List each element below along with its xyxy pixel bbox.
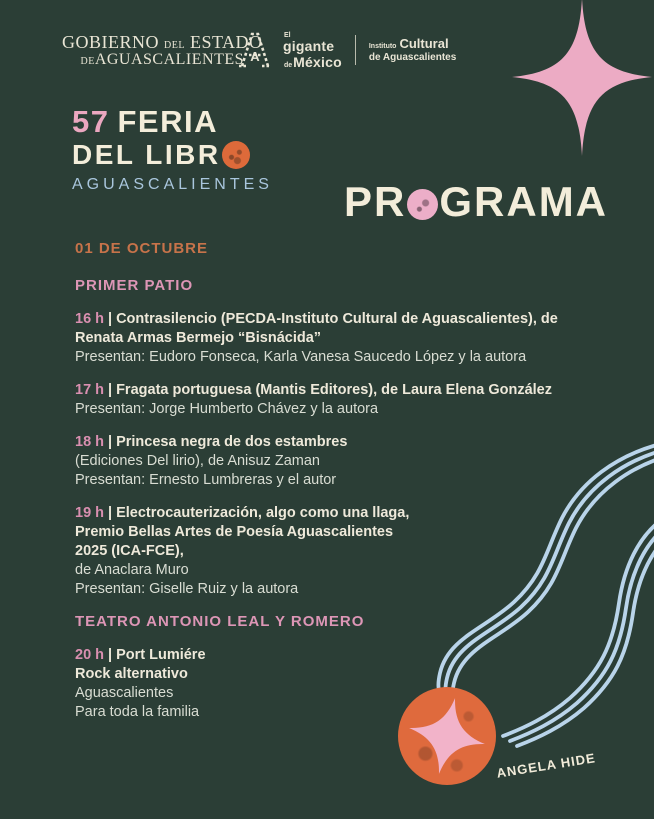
event-item bbox=[75, 310, 580, 367]
event-time: 16 h bbox=[75, 311, 105, 327]
orange-o-circle-icon bbox=[222, 141, 250, 169]
programa-heading: PR GRAMA bbox=[344, 178, 609, 225]
event-line: 2025 (ICA-FCE), bbox=[75, 543, 184, 559]
program-sections bbox=[75, 277, 580, 722]
event-line: de Anaclara Muro bbox=[75, 562, 189, 578]
time-separator: | bbox=[108, 434, 113, 450]
institutional-logos bbox=[236, 30, 456, 70]
title-subtitle-aguascalientes: AGUASCALIENTES bbox=[72, 176, 273, 193]
logo-divider bbox=[355, 35, 356, 65]
venue-heading: TEATRO ANTONIO LEAL Y ROMERO bbox=[75, 613, 365, 630]
event-item bbox=[75, 433, 580, 490]
event-line: Aguascalientes bbox=[75, 685, 174, 701]
event-line: Presentan: Eudoro Fonseca, Karla Vanesa Saucedo López y la autora bbox=[75, 349, 527, 365]
event-time: 17 h bbox=[75, 382, 105, 398]
title-number: 57 bbox=[72, 104, 110, 139]
event-item bbox=[75, 381, 580, 419]
time-separator: | bbox=[108, 647, 113, 663]
sparkle-star-icon bbox=[512, 0, 652, 156]
time-separator: | bbox=[108, 382, 113, 398]
event-line: Para toda la familia bbox=[75, 704, 200, 720]
date-heading: 01 DE OCTUBRE bbox=[75, 240, 209, 257]
event-line bbox=[75, 504, 580, 523]
instituto-cultural-wordmark: Instituto Cultural de Aguascalientes bbox=[368, 35, 457, 63]
event-line bbox=[75, 310, 580, 329]
title-line-57-feria bbox=[72, 106, 273, 137]
venue-heading: PRIMER PATIO bbox=[75, 277, 194, 294]
time-separator: | bbox=[108, 311, 113, 327]
event-title-text: Princesa negra de dos estambres bbox=[116, 434, 348, 450]
event-title-text: Contrasilencio (PECDA-Instituto Cultural de Aguascalientes), de bbox=[116, 311, 558, 327]
illustrator-signature: ANGELA HIDE bbox=[495, 750, 597, 781]
event-title-text: Electrocauterización, algo como una llaga, bbox=[116, 505, 410, 521]
event-time: 19 h bbox=[75, 505, 105, 521]
event-line bbox=[75, 646, 580, 665]
event-line: Presentan: Giselle Ruiz y la autora bbox=[75, 581, 299, 597]
event-line: (Ediciones Del lirio), de Anisuz Zaman bbox=[75, 453, 320, 469]
pink-o-circle-icon bbox=[407, 189, 438, 220]
event-line bbox=[75, 433, 580, 452]
event-line bbox=[75, 381, 580, 400]
title-word-feria: FERIA bbox=[117, 104, 218, 139]
event-time: 20 h bbox=[75, 647, 105, 663]
gigante-de-mexico-wordmark: El gigante de México bbox=[283, 31, 342, 70]
gobierno-estado-logo bbox=[62, 33, 263, 69]
event-item bbox=[75, 646, 580, 722]
event-line: Presentan: Ernesto Lumbreras y el autor bbox=[75, 472, 337, 488]
program-content bbox=[75, 240, 580, 736]
event-line: Premio Bellas Artes de Poesía Aguascalientes bbox=[75, 524, 394, 540]
fair-title bbox=[72, 106, 273, 193]
svg-text:A: A bbox=[250, 49, 260, 64]
event-item bbox=[75, 504, 580, 599]
event-line: Presentan: Jorge Humberto Chávez y la autora bbox=[75, 401, 379, 417]
gobierno-logo-line1: GOBIERNO DEL ESTADO bbox=[62, 32, 263, 52]
gigante-a-emblem-icon bbox=[236, 30, 274, 70]
event-title-text: Fragata portuguesa (Mantis Editores), de Laura Elena González bbox=[116, 382, 552, 398]
event-time: 18 h bbox=[75, 434, 105, 450]
event-line: Rock alternativo bbox=[75, 666, 188, 682]
title-line-del-libro: DEL LIBR bbox=[72, 141, 273, 169]
time-separator: | bbox=[108, 505, 113, 521]
event-line: Renata Armas Bermejo “Bisnácida” bbox=[75, 330, 322, 346]
event-title-text: Port Lumiére bbox=[116, 647, 206, 663]
gobierno-logo-line2: DEAGUASCALIENTES bbox=[80, 50, 245, 68]
